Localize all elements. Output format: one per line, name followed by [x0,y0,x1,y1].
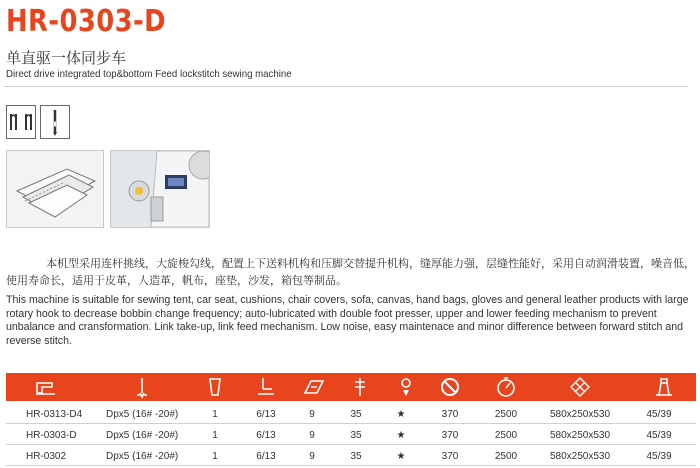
feed-dog-icon [6,105,36,139]
page-title: HR-0303-D [6,4,166,39]
subtitle-chinese: 单直驱一体同步车 [6,49,127,67]
table-row: HR-0302 Dpx5 (16# -20#) 1 6/13 9 35 ★ 370 2500 580x250x530 45/39 [6,446,696,466]
speed-icon [494,375,518,399]
needle-icon [130,375,154,399]
subtitle-english: Direct drive integrated top&bottom Feed lockstitch sewing machine [6,68,292,80]
presser-foot-icon [254,375,278,399]
table-row: HR-0303-D Dpx5 (16# -20#) 1 6/13 9 35 ★ 370 2500 580x250x530 45/39 [6,425,696,445]
lift-icon [348,375,372,399]
stitch-length-icon [302,375,326,399]
table-row: HR-0313-D4 Dpx5 (16# -20#) 1 6/13 9 35 ★ 370 2500 580x250x530 45/39 [6,404,696,424]
sewing-diagram-photo [6,150,104,228]
dimensions-icon [568,375,592,399]
spec-table-header [6,373,696,401]
description-english: This machine is suitable for sewing tent, car seat, cushions, chair covers, sofa, canvas, hand bags, gloves and general leather products with large rotary hook to decrease bobbin change frequency; auto-lubricated with double foot presser, upper and lower feeding mechanism to prevent unbalance and cransformation. Link take-up, link feed mechanism. Low noise, easy maintenace and minor difference between forward stitch and reverse stitch. [6,294,689,347]
description-chinese: 本机型采用连杆挑线，大旋梭勾线，配置上下送料机构和压脚交替提升机构，缝厚能力强，层缝性能好，采用自动润滑装置，噪音低，使用寿命长，适用于皮革，人造革，帆布，座垫，沙发，箱包等制品。 [6,257,695,287]
divider [4,86,688,87]
weight-icon [652,375,676,399]
machine-icon [34,375,58,399]
machine-head-photo [110,150,210,228]
no-sign-icon [438,375,462,399]
needle-icon [40,105,70,139]
bobbin-icon [203,375,227,399]
lubrication-icon [394,375,418,399]
